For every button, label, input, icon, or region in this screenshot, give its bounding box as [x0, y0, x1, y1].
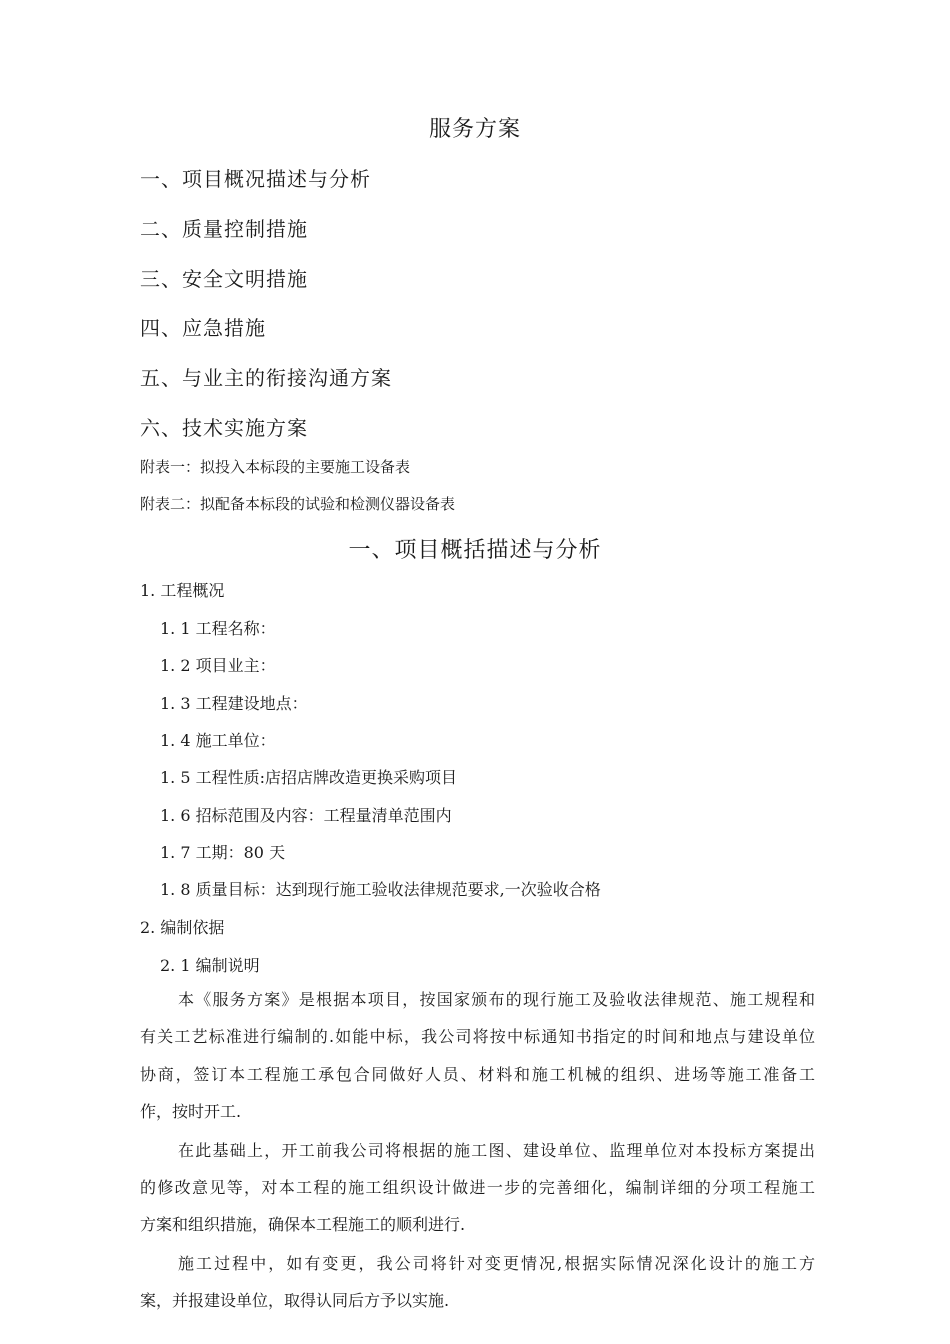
- overview-item-4: 1. 4 施工单位：: [160, 731, 276, 750]
- overview-item-7: 1. 7 工期：80 天: [160, 843, 286, 862]
- appendix-1: 附表一：拟投入本标段的主要施工设备表: [140, 458, 411, 476]
- toc-item-4: 四、应急措施: [140, 316, 266, 340]
- paragraph-3-line-2: 案，并报建设单位，取得认同后方予以实施.: [140, 1291, 450, 1310]
- toc-item-2: 二、质量控制措施: [140, 217, 308, 241]
- overview-item-2: 1. 2 项目业主：: [160, 656, 276, 675]
- overview-item-3: 1. 3 工程建设地点：: [160, 694, 308, 713]
- toc-item-5: 五、与业主的衔接沟通方案: [140, 366, 392, 390]
- document-title: 服务方案: [428, 117, 521, 142]
- paragraph-2-line-1: 在此基础上，开工前我公司将根据的施工图、建设单位、监理单位对本投标方案提出: [178, 1141, 815, 1160]
- paragraph-1-line-4: 作，按时开工.: [140, 1102, 242, 1121]
- paragraph-1-line-1: 本《服务方案》是根据本项目，按国家颁布的现行施工及验收法律规范、施工规程和: [178, 990, 815, 1009]
- paragraph-2-line-3: 方案和组织措施，确保本工程施工的顺利进行.: [140, 1215, 466, 1234]
- subsection-title-1: 1. 工程概况: [140, 581, 225, 600]
- basis-item-1: 2. 1 编制说明: [160, 956, 260, 975]
- overview-item-6: 1. 6 招标范围及内容：工程量清单范围内: [160, 806, 452, 825]
- paragraph-3-line-1: 施工过程中，如有变更，我公司将针对变更情况,根据实际情况深化设计的施工方: [178, 1254, 815, 1273]
- overview-item-5: 1. 5 工程性质:店招店牌改造更换采购项目: [160, 768, 458, 787]
- toc-item-1: 一、项目概况描述与分析: [140, 167, 371, 191]
- toc-item-6: 六、技术实施方案: [140, 416, 308, 440]
- section-heading: 一、项目概括描述与分析: [348, 538, 602, 563]
- overview-item-1: 1. 1 工程名称：: [160, 619, 276, 638]
- appendix-2: 附表二：拟配备本标段的试验和检测仪器设备表: [140, 495, 456, 513]
- subsection-title-2: 2. 编制依据: [140, 918, 225, 937]
- toc-item-3: 三、安全文明措施: [140, 267, 308, 291]
- paragraph-1-line-2: 有关工艺标准进行编制的.如能中标，我公司将按中标通知书指定的时间和地点与建设单位: [140, 1027, 815, 1046]
- overview-item-8: 1. 8 质量目标：达到现行施工验收法律规范要求,一次验收合格: [160, 880, 601, 899]
- paragraph-2-line-2: 的修改意见等，对本工程的施工组织设计做进一步的完善细化，编制详细的分项工程施工: [140, 1178, 815, 1197]
- paragraph-1-line-3: 协商，签订本工程施工承包合同做好人员、材料和施工机械的组织、进场等施工准备工: [140, 1065, 815, 1084]
